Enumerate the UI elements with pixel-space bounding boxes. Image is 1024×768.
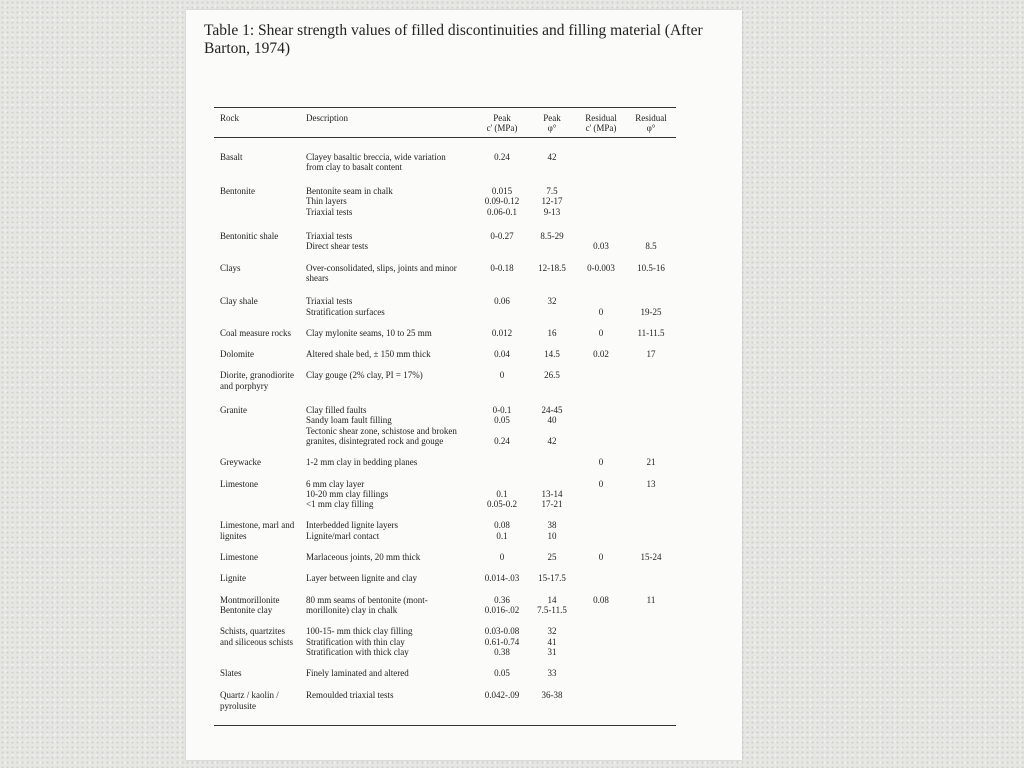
header-peak-phi: Peak φ° [543, 113, 561, 134]
cell-line: 0.016-.02 [484, 604, 520, 615]
peak-phi-cell [528, 231, 576, 252]
cell-line: 0.042-.09 [484, 690, 520, 701]
cell-line [626, 489, 676, 499]
header-residual-phi: Residual φ° [635, 113, 667, 134]
rock-cell [214, 552, 298, 562]
rock-cell [214, 152, 298, 173]
peak-c-cell [476, 573, 528, 583]
cell-line: Bentonite clay [220, 604, 273, 615]
cell-line [528, 426, 576, 436]
residual-c-cell [576, 626, 626, 657]
cell-line: from clay to basalt content [306, 161, 402, 172]
rock-cell [214, 186, 298, 217]
rock-cell [214, 479, 298, 510]
cell-line: 12-17 [541, 196, 563, 207]
cell-line: 10 [547, 530, 557, 541]
cell-line [476, 307, 528, 317]
cell-line: 7.5 [546, 186, 558, 197]
cell-line [528, 307, 576, 317]
cell-line: Basalt [220, 151, 243, 162]
table-row [214, 595, 676, 616]
cell-line: Dolomite [220, 349, 254, 360]
cell-line: 0 [598, 478, 604, 489]
peak-c-cell [476, 296, 528, 317]
residual-c-cell [576, 349, 626, 359]
peak-phi-cell [528, 552, 576, 562]
residual-c-cell [576, 668, 626, 678]
description-cell [298, 573, 476, 583]
peak-c-cell [476, 370, 528, 391]
cell-line: Layer between lignite and clay [306, 573, 417, 584]
table-row [214, 296, 676, 317]
description-cell [298, 479, 476, 510]
cell-line: Clay filled faults [306, 405, 367, 416]
cell-line: Bentonitic shale [220, 231, 279, 242]
cell-line: Thin layers [306, 196, 347, 207]
residual-phi-cell [626, 349, 676, 359]
cell-line [576, 605, 626, 615]
table-row [214, 668, 676, 678]
peak-c-cell [476, 349, 528, 359]
residual-phi-cell [626, 152, 676, 173]
cell-line: 0.36 [494, 594, 510, 605]
residual-c-cell [576, 186, 626, 217]
cell-line: 10-20 mm clay fillings [306, 488, 389, 499]
cell-line: 0.05 [494, 415, 510, 426]
cell-line [576, 296, 626, 306]
peak-phi-cell [528, 668, 576, 678]
residual-c-cell [576, 520, 626, 541]
table-row [214, 520, 676, 541]
cell-line: Direct shear tests [306, 241, 368, 252]
cell-line: 10.5-16 [637, 262, 665, 273]
residual-phi-cell [626, 263, 676, 284]
cell-line: 32 [547, 626, 557, 637]
residual-c-cell [576, 690, 626, 711]
cell-line: 0.02 [593, 349, 609, 360]
cell-line: Triaxial tests [306, 206, 353, 217]
peak-phi-cell [528, 479, 576, 510]
peak-c-cell [476, 186, 528, 217]
cell-line: Schists, quartzites [220, 626, 285, 637]
peak-c-cell [476, 690, 528, 711]
cell-line: pyrolusite [220, 700, 256, 711]
cell-line: 0.1 [496, 488, 508, 499]
cell-line: 0.06 [494, 296, 510, 307]
table-row [214, 690, 676, 711]
table-row [214, 328, 676, 338]
cell-line: 0.24 [494, 435, 510, 446]
residual-phi-cell [626, 573, 676, 583]
cell-line [476, 479, 528, 489]
peak-c-cell [476, 405, 528, 446]
residual-phi-cell [626, 405, 676, 446]
rock-cell [214, 370, 298, 391]
table-caption: Table 1: Shear strength values of filled discontinuities and filling material (After Barton, 1974) [204, 22, 703, 57]
cell-line: and porphyry [220, 380, 269, 391]
cell-line: 80 mm seams of bentonite (mont- [306, 594, 428, 605]
cell-line: 0 [598, 306, 604, 317]
residual-phi-cell [626, 626, 676, 657]
peak-c-cell [476, 520, 528, 541]
cell-line: Clay gouge (2% clay, PI = 17%) [306, 370, 423, 381]
residual-c-cell [576, 552, 626, 562]
peak-c-cell [476, 457, 528, 467]
cell-line: and siliceous schists [220, 636, 293, 647]
peak-phi-cell [528, 349, 576, 359]
residual-phi-cell [626, 595, 676, 616]
cell-line: 21 [646, 457, 656, 468]
residual-phi-cell [626, 231, 676, 252]
residual-c-cell [576, 405, 626, 446]
cell-line: 8.5-29 [540, 231, 564, 242]
rock-cell [214, 328, 298, 338]
peak-phi-cell [528, 690, 576, 711]
cell-line: 0 [499, 552, 505, 563]
cell-line: Stratification with thin clay [306, 636, 405, 647]
cell-line: 1-2 mm clay in bedding planes [306, 457, 418, 468]
rock-cell [214, 668, 298, 678]
cell-line: 0-0.1 [492, 405, 512, 416]
cell-line: 24-45 [541, 405, 563, 416]
cell-line: Stratification with thick clay [306, 646, 409, 657]
table-row [214, 231, 676, 252]
cell-line: 42 [547, 435, 557, 446]
cell-line: 12-18.5 [538, 262, 566, 273]
residual-phi-cell [626, 296, 676, 317]
residual-phi-cell [626, 457, 676, 467]
cell-line: Tectonic shear zone, schistose and broken [306, 425, 457, 436]
cell-line: 0.05-0.2 [487, 499, 517, 510]
cell-line: Triaxial tests [306, 296, 353, 307]
cell-line: 36-38 [541, 690, 563, 701]
cell-line: 0.05 [494, 668, 510, 679]
peak-phi-cell [528, 296, 576, 317]
cell-line: 0.1 [496, 530, 508, 541]
rock-cell [214, 405, 298, 446]
cell-line: Coal measure rocks [220, 327, 291, 338]
residual-phi-cell [626, 370, 676, 391]
description-cell [298, 690, 476, 711]
table-body [214, 152, 676, 711]
peak-c-cell [476, 152, 528, 173]
peak-phi-cell [528, 263, 576, 284]
table-bottom-rule [214, 725, 676, 726]
table-row [214, 573, 676, 583]
cell-line: 0.24 [494, 151, 510, 162]
cell-line: 0.08 [593, 594, 609, 605]
residual-c-cell [576, 573, 626, 583]
cell-line: 0.03-0.08 [484, 626, 520, 637]
peak-c-cell [476, 231, 528, 252]
rock-cell [214, 626, 298, 657]
description-cell [298, 370, 476, 391]
cell-line: 100-15- mm thick clay filling [306, 626, 413, 637]
table-row [214, 152, 676, 173]
peak-c-cell [476, 479, 528, 510]
cell-line [626, 605, 676, 615]
cell-line [576, 499, 626, 509]
cell-line: Bentonite [220, 186, 255, 197]
cell-line: 15-17.5 [538, 573, 566, 584]
cell-line: Interbedded lignite layers [306, 520, 398, 531]
cell-line: 17 [646, 349, 656, 360]
description-cell [298, 520, 476, 541]
cell-line: Altered shale bed, ± 150 mm thick [306, 349, 431, 360]
cell-line: Triaxial tests [306, 231, 353, 242]
cell-line: 16 [547, 327, 557, 338]
cell-line: 0-0.27 [490, 231, 514, 242]
description-cell [298, 349, 476, 359]
cell-line: 0.03 [593, 241, 609, 252]
cell-line: 41 [547, 636, 557, 647]
rock-cell [214, 296, 298, 317]
cell-line [528, 241, 576, 251]
cell-line: 0.015 [491, 186, 513, 197]
cell-line: Limestone, marl and [220, 520, 295, 531]
description-cell [298, 231, 476, 252]
cell-line: Marlaceous joints, 20 mm thick [306, 552, 421, 563]
residual-c-cell [576, 370, 626, 391]
document-page [186, 10, 742, 760]
cell-line: 38 [547, 520, 557, 531]
peak-phi-cell [528, 520, 576, 541]
cell-line [476, 457, 528, 467]
cell-line: Finely laminated and altered [306, 668, 409, 679]
rock-cell [214, 349, 298, 359]
rock-cell [214, 231, 298, 252]
shear-strength-table [214, 107, 676, 726]
cell-line: 0.06-0.1 [487, 206, 517, 217]
header-peak-c: Peak c' (MPa) [486, 113, 518, 134]
cell-line: 0 [598, 327, 604, 338]
cell-line: Quartz / kaolin / [220, 690, 279, 701]
peak-phi-cell [528, 595, 576, 616]
description-cell [298, 668, 476, 678]
peak-phi-cell [528, 457, 576, 467]
cell-line: Clay shale [220, 296, 258, 307]
rock-cell [214, 457, 298, 467]
cell-line [528, 479, 576, 489]
peak-phi-cell [528, 328, 576, 338]
cell-line [626, 499, 676, 509]
cell-line [626, 231, 676, 241]
cell-line: Sandy loam fault filling [306, 415, 392, 426]
residual-phi-cell [626, 328, 676, 338]
description-cell [298, 595, 476, 616]
cell-line: 11-11.5 [637, 327, 665, 338]
peak-c-cell [476, 595, 528, 616]
residual-c-cell [576, 231, 626, 252]
residual-c-cell [576, 457, 626, 467]
cell-line: 31 [547, 646, 557, 657]
cell-line [476, 426, 528, 436]
table-row [214, 405, 676, 446]
cell-line: 25 [547, 552, 557, 563]
cell-line: 6 mm clay layer [306, 478, 365, 489]
peak-phi-cell [528, 573, 576, 583]
cell-line: Greywacke [220, 457, 261, 468]
table-row [214, 457, 676, 467]
cell-line: <1 mm clay filling [306, 499, 374, 510]
peak-c-cell [476, 552, 528, 562]
residual-c-cell [576, 152, 626, 173]
cell-line [576, 231, 626, 241]
cell-line: 8.5 [645, 241, 657, 252]
cell-line: 0.014-.03 [484, 573, 520, 584]
cell-line: 26.5 [544, 370, 560, 381]
cell-line: Slates [220, 668, 242, 679]
residual-c-cell [576, 263, 626, 284]
cell-line: Diorite, granodiorite [220, 370, 294, 381]
description-cell [298, 552, 476, 562]
description-cell [298, 152, 476, 173]
cell-line: 32 [547, 296, 557, 307]
description-cell [298, 405, 476, 446]
cell-line: 19-25 [640, 306, 662, 317]
cell-line: 0-0.003 [587, 262, 615, 273]
peak-phi-cell [528, 152, 576, 173]
cell-line: Clays [220, 262, 241, 273]
peak-phi-cell [528, 186, 576, 217]
residual-c-cell [576, 328, 626, 338]
cell-line: 11 [646, 594, 656, 605]
residual-c-cell [576, 479, 626, 510]
cell-line: Montmorillonite [220, 594, 280, 605]
cell-line: Lignite [220, 573, 246, 584]
cell-line: 0.08 [494, 520, 510, 531]
table-row [214, 626, 676, 657]
cell-line: 14.5 [544, 349, 560, 360]
rock-cell [214, 520, 298, 541]
cell-line: granites, disintegrated rock and gouge [306, 435, 444, 446]
peak-c-cell [476, 328, 528, 338]
residual-phi-cell [626, 479, 676, 510]
cell-line: 0.38 [494, 646, 510, 657]
peak-c-cell [476, 626, 528, 657]
residual-c-cell [576, 595, 626, 616]
header-rock: Rock [220, 113, 239, 123]
residual-phi-cell [626, 552, 676, 562]
residual-phi-cell [626, 690, 676, 711]
cell-line: 0 [598, 552, 604, 563]
cell-line: shears [306, 272, 329, 283]
residual-phi-cell [626, 520, 676, 541]
cell-line: 0-0.18 [490, 262, 514, 273]
cell-line: 17-21 [541, 499, 563, 510]
cell-line: 0.09-0.12 [484, 196, 520, 207]
cell-line: Clay mylonite seams, 10 to 25 mm [306, 327, 432, 338]
header-description: Description [306, 113, 348, 123]
cell-line: 0.61-0.74 [484, 636, 520, 647]
cell-line: Clayey basaltic breccia, wide variation [306, 151, 446, 162]
residual-c-cell [576, 296, 626, 317]
cell-line [626, 296, 676, 306]
cell-line: 13 [646, 478, 656, 489]
cell-line [576, 489, 626, 499]
table-row [214, 552, 676, 562]
peak-phi-cell [528, 405, 576, 446]
cell-line: 7.5-11.5 [537, 604, 567, 615]
table-row [214, 186, 676, 217]
description-cell [298, 626, 476, 657]
header-residual-c: Residual c' (MPa) [585, 113, 617, 134]
cell-line: Lignite/marl contact [306, 530, 380, 541]
cell-line: 33 [547, 668, 557, 679]
peak-phi-cell [528, 370, 576, 391]
cell-line: lignites [220, 530, 247, 541]
cell-line: 0 [499, 370, 505, 381]
rock-cell [214, 263, 298, 284]
cell-line: Limestone [220, 478, 258, 489]
description-cell [298, 263, 476, 284]
cell-line: 42 [547, 151, 557, 162]
rock-cell [214, 573, 298, 583]
cell-line: 40 [547, 415, 557, 426]
cell-line: 9-13 [543, 206, 561, 217]
table-row [214, 370, 676, 391]
cell-line: 14 [547, 594, 557, 605]
cell-line: Bentonite seam in chalk [306, 186, 393, 197]
cell-line [528, 457, 576, 467]
cell-line: Limestone [220, 552, 258, 563]
cell-line: Remoulded triaxial tests [306, 690, 394, 701]
table-header-row [214, 108, 676, 138]
description-cell [298, 457, 476, 467]
rock-cell [214, 690, 298, 711]
peak-c-cell [476, 668, 528, 678]
peak-phi-cell [528, 626, 576, 657]
cell-line: morillonite) clay in chalk [306, 604, 398, 615]
description-cell [298, 296, 476, 317]
residual-phi-cell [626, 186, 676, 217]
peak-c-cell [476, 263, 528, 284]
cell-line: 15-24 [640, 552, 662, 563]
cell-line: Over-consolidated, slips, joints and minor [306, 262, 457, 273]
cell-line: 0.012 [491, 327, 513, 338]
table-row [214, 263, 676, 284]
description-cell [298, 186, 476, 217]
cell-line: Granite [220, 405, 247, 416]
cell-line: 0.04 [494, 349, 510, 360]
rock-cell [214, 595, 298, 616]
table-row [214, 349, 676, 359]
cell-line [476, 241, 528, 251]
table-row [214, 479, 676, 510]
residual-phi-cell [626, 668, 676, 678]
description-cell [298, 328, 476, 338]
cell-line: Stratification surfaces [306, 306, 385, 317]
cell-line: 0 [598, 457, 604, 468]
cell-line: 13-14 [541, 488, 563, 499]
